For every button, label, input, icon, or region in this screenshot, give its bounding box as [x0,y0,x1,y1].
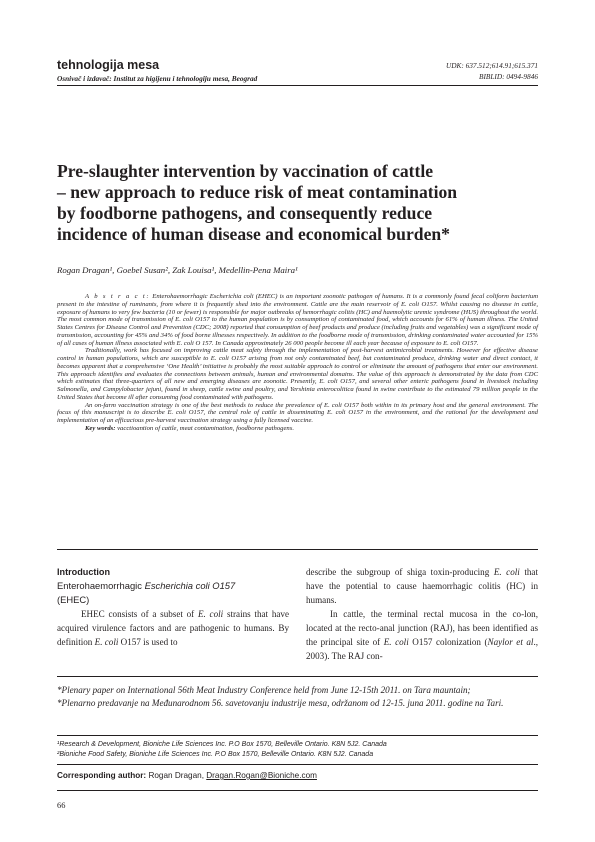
abstract-text: Enterohaemorrhagic Escherichia coli (EHEC) is an important zoonotic pathogen of humans. It is a commonly found fecal coliform bacterium present in the intestine of ruminants, from where it is frequently shed into the environment. Cattle are the main reservoir of E. coli O157. Whilst causing no disease in cattle, exposure of humans to very few bacteria (10 or fewer) is responsible for major outbreaks of hemorrhagic colitis (HC) and haemolytic uremic syndrome (HUS) throughout the world. The most common mode of transmission of E. coli O157 to the human population is by consumption of contaminated food, which accounts for 61% of human illness. The United States Centres for Disease Control and Prevention (CDC; 2008) reported that consumption of beef products and produce (including fruits and vegetables) was a significant mode of transmission, accounting for 45% and 34% of food borne illnesses respectively. In addition to the foodborne mode of transmission, drinking contaminated water accounted for 15% of all cases of human illness associated with E. coli O 157. In Canada approximately 26 000 people become ill each year because of exposure to E. coli O157. [57,293,538,347]
publisher-line: Osnivač i izdavač: Institut za higijenu i tehnologiju mesa, Beograd [57,74,258,83]
keywords [57,425,538,433]
plenary-note-en: *Plenary paper on International 56th Meat Industry Conference held from June 12-15th 2011. on Tara mauntain; [57,685,471,695]
header-rule [57,85,538,86]
corresponding-name: Rogan Dragan, [148,771,204,780]
plenary-note-sr: *Plenarno predavanje na Međunarodnom 56. savetovanju industrije mesa, održanom od 12-15. juna 2011. godine na Tari. [57,697,504,708]
title-line: – new approach to reduce risk of meat contamination [57,182,458,202]
corresponding-author [57,771,317,780]
abstract [57,293,538,433]
subsection-heading-ehec: Enterohaemorrhagic Escherichia coli O157 (EHEC) [57,580,236,605]
title-line: incidence of human disease and economical burden* [57,224,450,244]
body-column-right [306,565,538,663]
body-column-left [57,565,289,649]
keywords-label: Key words: [85,424,116,432]
page-number: 66 [57,801,66,810]
plenary-note [57,684,538,709]
affiliation-2: ²Bioniche Food Safety, Bioniche Life Sciences Inc. P.O Box 1570, Belleville Ontario. K8N 5J2. Canada [57,751,374,758]
biblid-code: BIBLID: 0494-9846 [479,72,538,81]
page-rule [57,790,538,791]
udk-code: UDK: 637.512;614.91;615.371 [445,61,538,70]
affiliations [57,740,387,760]
affiliation-rule [57,735,538,736]
author-list: Rogan Dragan¹, Goebel Susan², Zak Louisa¹, Medellin-Pena Maira¹ [57,265,298,275]
affiliation-1: ¹Research & Development, Bioniche Life Sciences Inc. P.O Box 1570, Belleville Ontario. K8N 5J2. Canada [57,741,387,748]
footnote-rule [57,676,538,677]
journal-name: tehnologija mesa [57,58,160,72]
abstract-paragraph-2: Traditionally, work has focused on improving cattle meat safety through the implementation of post-harvest antimicrobial treatments. However for effective disease control in human populations, which are susceptible to E. coli O157 arising from not only contaminated beef, but contaminated produce, drinking water and direct contact, it becomes apparent that a comprehensive ‘One Health’ initiative is probably the most suitable approach to control or eliminate the amount of pathogens that enter our environment. This approach identifies and evaluates the connections between animals, human and environmental domains. The value of this approach is demonstrated by the data from CDC which estimates that three-quarters of all new and emerging diseases are zoonotic. Presently, E. coli O157, and several other enteric pathogens found in livestock including Salmonella, and Campylobacter jejuni, found in sheep, cattle swine and poultry, and Yershinia enterocolitica found in swine contribute to the estimated 79 million people in the United States that become ill after consuming food contaminated with pathogens. [57,347,538,401]
body-paragraph: describe the subgroup of shiga toxin-producing E. coli that have the potential to cause haemorrhagic colitis (HC) in humans. [306,567,538,605]
abstract-paragraph-3: An on-farm vaccination strategy is one of the best methods to reduce the prevalence of E. coli O157 both within in its primary host and the general environment. The focus of this manuscript is to describe E. coli O157, the central role of cattle in disseminating E. coli O157 in the environment, and the rational for the development and implementation of an efficacious pre-harvest vaccination strategy using a fully licensed vaccine. [57,401,538,424]
body-paragraph: In cattle, the terminal rectal mucosa in the co-lon, located at the recto-anal junction (RAJ), has been identified as the principal site of E. coli O157 colonization (Naylor et al., 2003). The RAJ con- [306,609,538,661]
body-paragraph: EHEC consists of a subset of E. coli strains that have acquired virulence factors and are pathogenic to humans. By definition E. coli O157 is used to [57,609,289,647]
keywords-text: vacctioantion of cattle, meat contamination, foodborne pathogens. [117,424,294,432]
paper-title [57,161,538,245]
title-line: Pre-slaughter intervention by vaccination of cattle [57,161,434,181]
abstract-rule [57,549,538,550]
abstract-label: A b s t r a c t: [85,293,151,300]
title-line: by foodborne pathogens, and consequently reduce [57,203,433,223]
abstract-paragraph-1 [57,293,538,347]
corresponding-rule [57,764,538,765]
section-heading-introduction: Introduction [57,567,111,577]
corresponding-label: Corresponding author: [57,771,147,780]
corresponding-email-link[interactable]: Dragan.Rogan@Bioniche.com [206,771,317,780]
